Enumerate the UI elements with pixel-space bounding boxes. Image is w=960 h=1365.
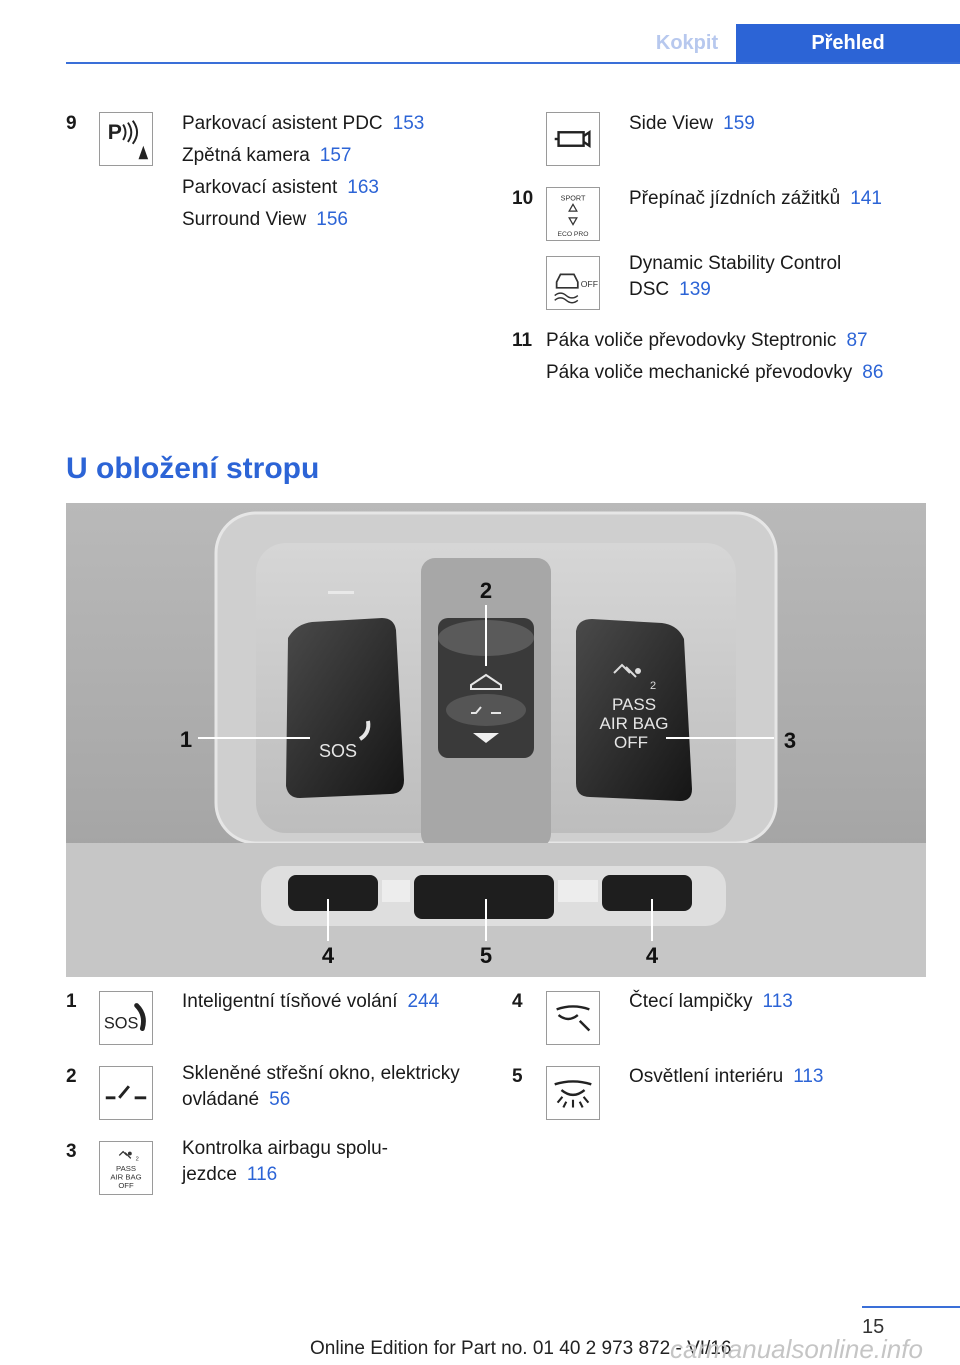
driving-mode-switch-icon	[546, 187, 600, 241]
item-text: jezdce	[182, 1164, 237, 1185]
item-number: 4	[512, 991, 523, 1012]
item-text: Čtecí lampičky	[629, 991, 753, 1012]
page-ref-link[interactable]: 56	[269, 1089, 291, 1110]
list-item	[629, 251, 841, 303]
callout-5: 5	[479, 943, 493, 968]
list-item	[546, 325, 868, 357]
sos-call-icon	[99, 991, 153, 1045]
item-text: Surround View	[182, 209, 307, 230]
item-text: Přepínač jízdních zážitků	[629, 188, 841, 209]
icon-label: ECO PRO	[557, 231, 589, 239]
page-rule	[862, 1306, 960, 1308]
page-ref-link[interactable]: 86	[862, 362, 884, 383]
item-number: 11	[512, 330, 533, 351]
item-text: Side View	[629, 113, 714, 134]
icon-label: PASS	[116, 1163, 136, 1173]
pdc-parking-icon	[99, 112, 153, 166]
callout-1: 1	[179, 727, 193, 752]
list-item	[629, 183, 882, 215]
side-view-camera-icon	[546, 112, 600, 166]
item-text: Dynamic Stability Control	[629, 253, 842, 274]
list-item	[182, 1136, 388, 1188]
callout-2: 2	[479, 578, 493, 603]
overhead-console-photo	[66, 503, 926, 977]
page-ref-link[interactable]: 156	[316, 209, 348, 230]
list-item	[629, 986, 793, 1018]
list-item	[546, 357, 883, 389]
edition-text: Online Edition for Part no. 01 40 2 973 872 - VI/16	[310, 1338, 732, 1359]
page-ref-link[interactable]: 163	[347, 177, 379, 198]
page-ref-link[interactable]: 159	[723, 113, 755, 134]
list-item	[182, 108, 424, 140]
item-text: Páka voliče mechanické převodovky	[546, 362, 853, 383]
dsc-off-icon	[546, 256, 600, 310]
list-item	[182, 204, 348, 236]
item-text: Parkovací asistent	[182, 177, 338, 198]
list-item	[182, 1061, 460, 1113]
icon-label: SPORT	[560, 193, 586, 203]
item-text: DSC	[629, 279, 670, 300]
sos-button-label: SOS	[318, 741, 358, 761]
page-ref-link[interactable]: 87	[846, 330, 868, 351]
sunroof-icon	[99, 1066, 153, 1120]
tab-kokpit[interactable]: Kokpit	[655, 32, 719, 54]
item-text: Parkovací asistent PDC	[182, 113, 383, 134]
page-ref-link[interactable]: 244	[407, 991, 440, 1012]
item-number: 9	[66, 113, 77, 134]
header-bar	[66, 24, 960, 64]
item-number: 3	[66, 1141, 77, 1162]
item-text: Páka voliče převodovky Steptronic	[546, 330, 837, 351]
tab-prehled[interactable]: Přehled	[736, 24, 960, 62]
item-number: 10	[512, 188, 534, 209]
page-ref-link[interactable]: 116	[246, 1164, 278, 1185]
page-ref-link[interactable]: 113	[762, 991, 793, 1012]
list-item	[182, 172, 379, 204]
item-text: Kontrolka airbagu spolu-	[182, 1138, 388, 1159]
icon-label: OFF	[580, 278, 599, 289]
airbag-label: AIR BAG	[599, 714, 669, 733]
airbag-sub-label: 2	[650, 680, 657, 692]
page-number: 15	[862, 1316, 885, 1338]
callout-4-right: 4	[645, 943, 659, 968]
page-ref-link[interactable]: 141	[850, 188, 882, 209]
page-ref-link[interactable]: 139	[679, 279, 711, 300]
list-item	[182, 140, 352, 172]
page-ref-link[interactable]: 157	[319, 145, 352, 166]
item-text: Inteligentní tísňové volání	[182, 991, 398, 1012]
page-ref-link[interactable]: 113	[793, 1066, 824, 1087]
pass-label: PASS	[611, 695, 657, 714]
interior-light-icon	[546, 1066, 600, 1120]
icon-label: 2	[135, 1156, 139, 1163]
icon-label: SOS	[103, 1014, 139, 1033]
item-text: Skleněné střešní okno, elektricky	[182, 1063, 460, 1084]
watermark: carmanualsonline.info	[670, 1334, 923, 1364]
callout-4-left: 4	[321, 943, 335, 968]
item-text: Zpětná kamera	[182, 145, 310, 166]
item-number: 1	[66, 991, 77, 1012]
page-ref-link[interactable]: 153	[392, 113, 425, 134]
list-item	[629, 108, 755, 140]
item-text: Osvětlení interiéru	[629, 1066, 784, 1087]
icon-label: AIR BAG	[110, 1172, 142, 1182]
item-number: 2	[66, 1066, 77, 1087]
off-label: OFF	[614, 733, 648, 752]
callout-3: 3	[783, 728, 797, 753]
item-number: 5	[512, 1066, 523, 1087]
list-item	[182, 986, 439, 1018]
icon-label: OFF	[118, 1181, 134, 1191]
passenger-airbag-off-icon	[99, 1141, 153, 1195]
reading-lamp-icon	[546, 991, 600, 1045]
svg-text:P: P	[107, 121, 122, 144]
list-item	[629, 1061, 823, 1093]
item-text: ovládané	[182, 1089, 260, 1110]
section-title: U obložení stropu	[66, 452, 320, 485]
